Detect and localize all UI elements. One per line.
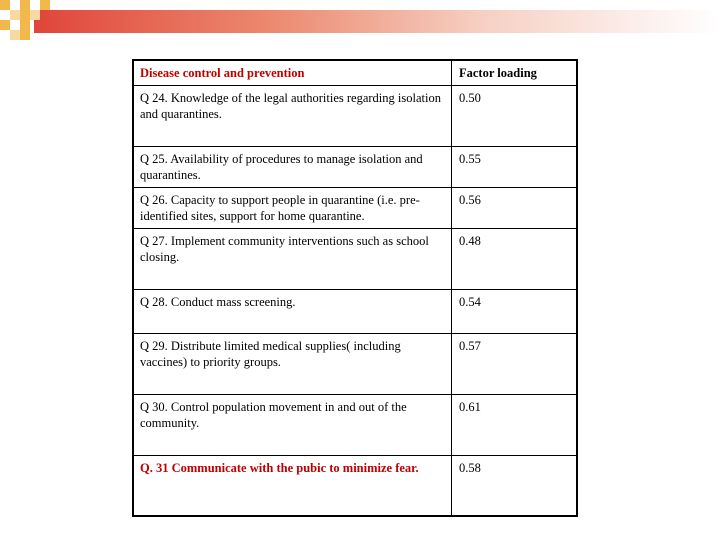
question-cell: Q 26. Capacity to support people in quarantine (i.e. pre-identified sites, support for home quarantine.	[133, 187, 452, 228]
header-factor-loading: Factor loading	[452, 60, 578, 85]
loading-cell: 0.57	[452, 333, 578, 394]
table-row	[133, 333, 577, 394]
header-disease-control: Disease control and prevention	[133, 60, 452, 85]
question-cell: Q 28. Conduct mass screening.	[133, 289, 452, 333]
loading-cell: 0.56	[452, 187, 578, 228]
decor-square	[30, 10, 40, 20]
table-row	[133, 455, 577, 516]
decor-square	[40, 0, 50, 10]
loading-cell: 0.55	[452, 146, 578, 187]
question-cell: Q. 31 Communicate with the pubic to minimize fear.	[133, 455, 452, 516]
title-bar	[34, 10, 720, 33]
question-cell: Q 25. Availability of procedures to manage isolation and quarantines.	[133, 146, 452, 187]
table-row	[133, 146, 577, 187]
decor-square	[10, 10, 20, 20]
table-row	[133, 85, 577, 146]
loading-cell: 0.50	[452, 85, 578, 146]
table-row	[133, 228, 577, 289]
loading-cell: 0.54	[452, 289, 578, 333]
table-row	[133, 289, 577, 333]
loading-cell: 0.48	[452, 228, 578, 289]
loading-cell: 0.58	[452, 455, 578, 516]
decor-square	[20, 30, 30, 40]
question-cell: Q 27. Implement community interventions such as school closing.	[133, 228, 452, 289]
question-cell: Q 24. Knowledge of the legal authorities regarding isolation and quarantines.	[133, 85, 452, 146]
decor-square	[10, 30, 20, 40]
question-cell: Q 30. Control population movement in and out of the community.	[133, 394, 452, 455]
decor-square	[0, 0, 10, 10]
question-cell: Q 29. Distribute limited medical supplies( including vaccines) to priority groups.	[133, 333, 452, 394]
table-row	[133, 187, 577, 228]
table-header-row	[133, 60, 577, 85]
decor-square	[0, 20, 10, 30]
decor-square	[20, 10, 30, 20]
loading-cell: 0.61	[452, 394, 578, 455]
table-row	[133, 394, 577, 455]
factor-loading-table	[132, 59, 578, 517]
decor-square	[20, 20, 30, 30]
decor-square	[20, 0, 30, 10]
